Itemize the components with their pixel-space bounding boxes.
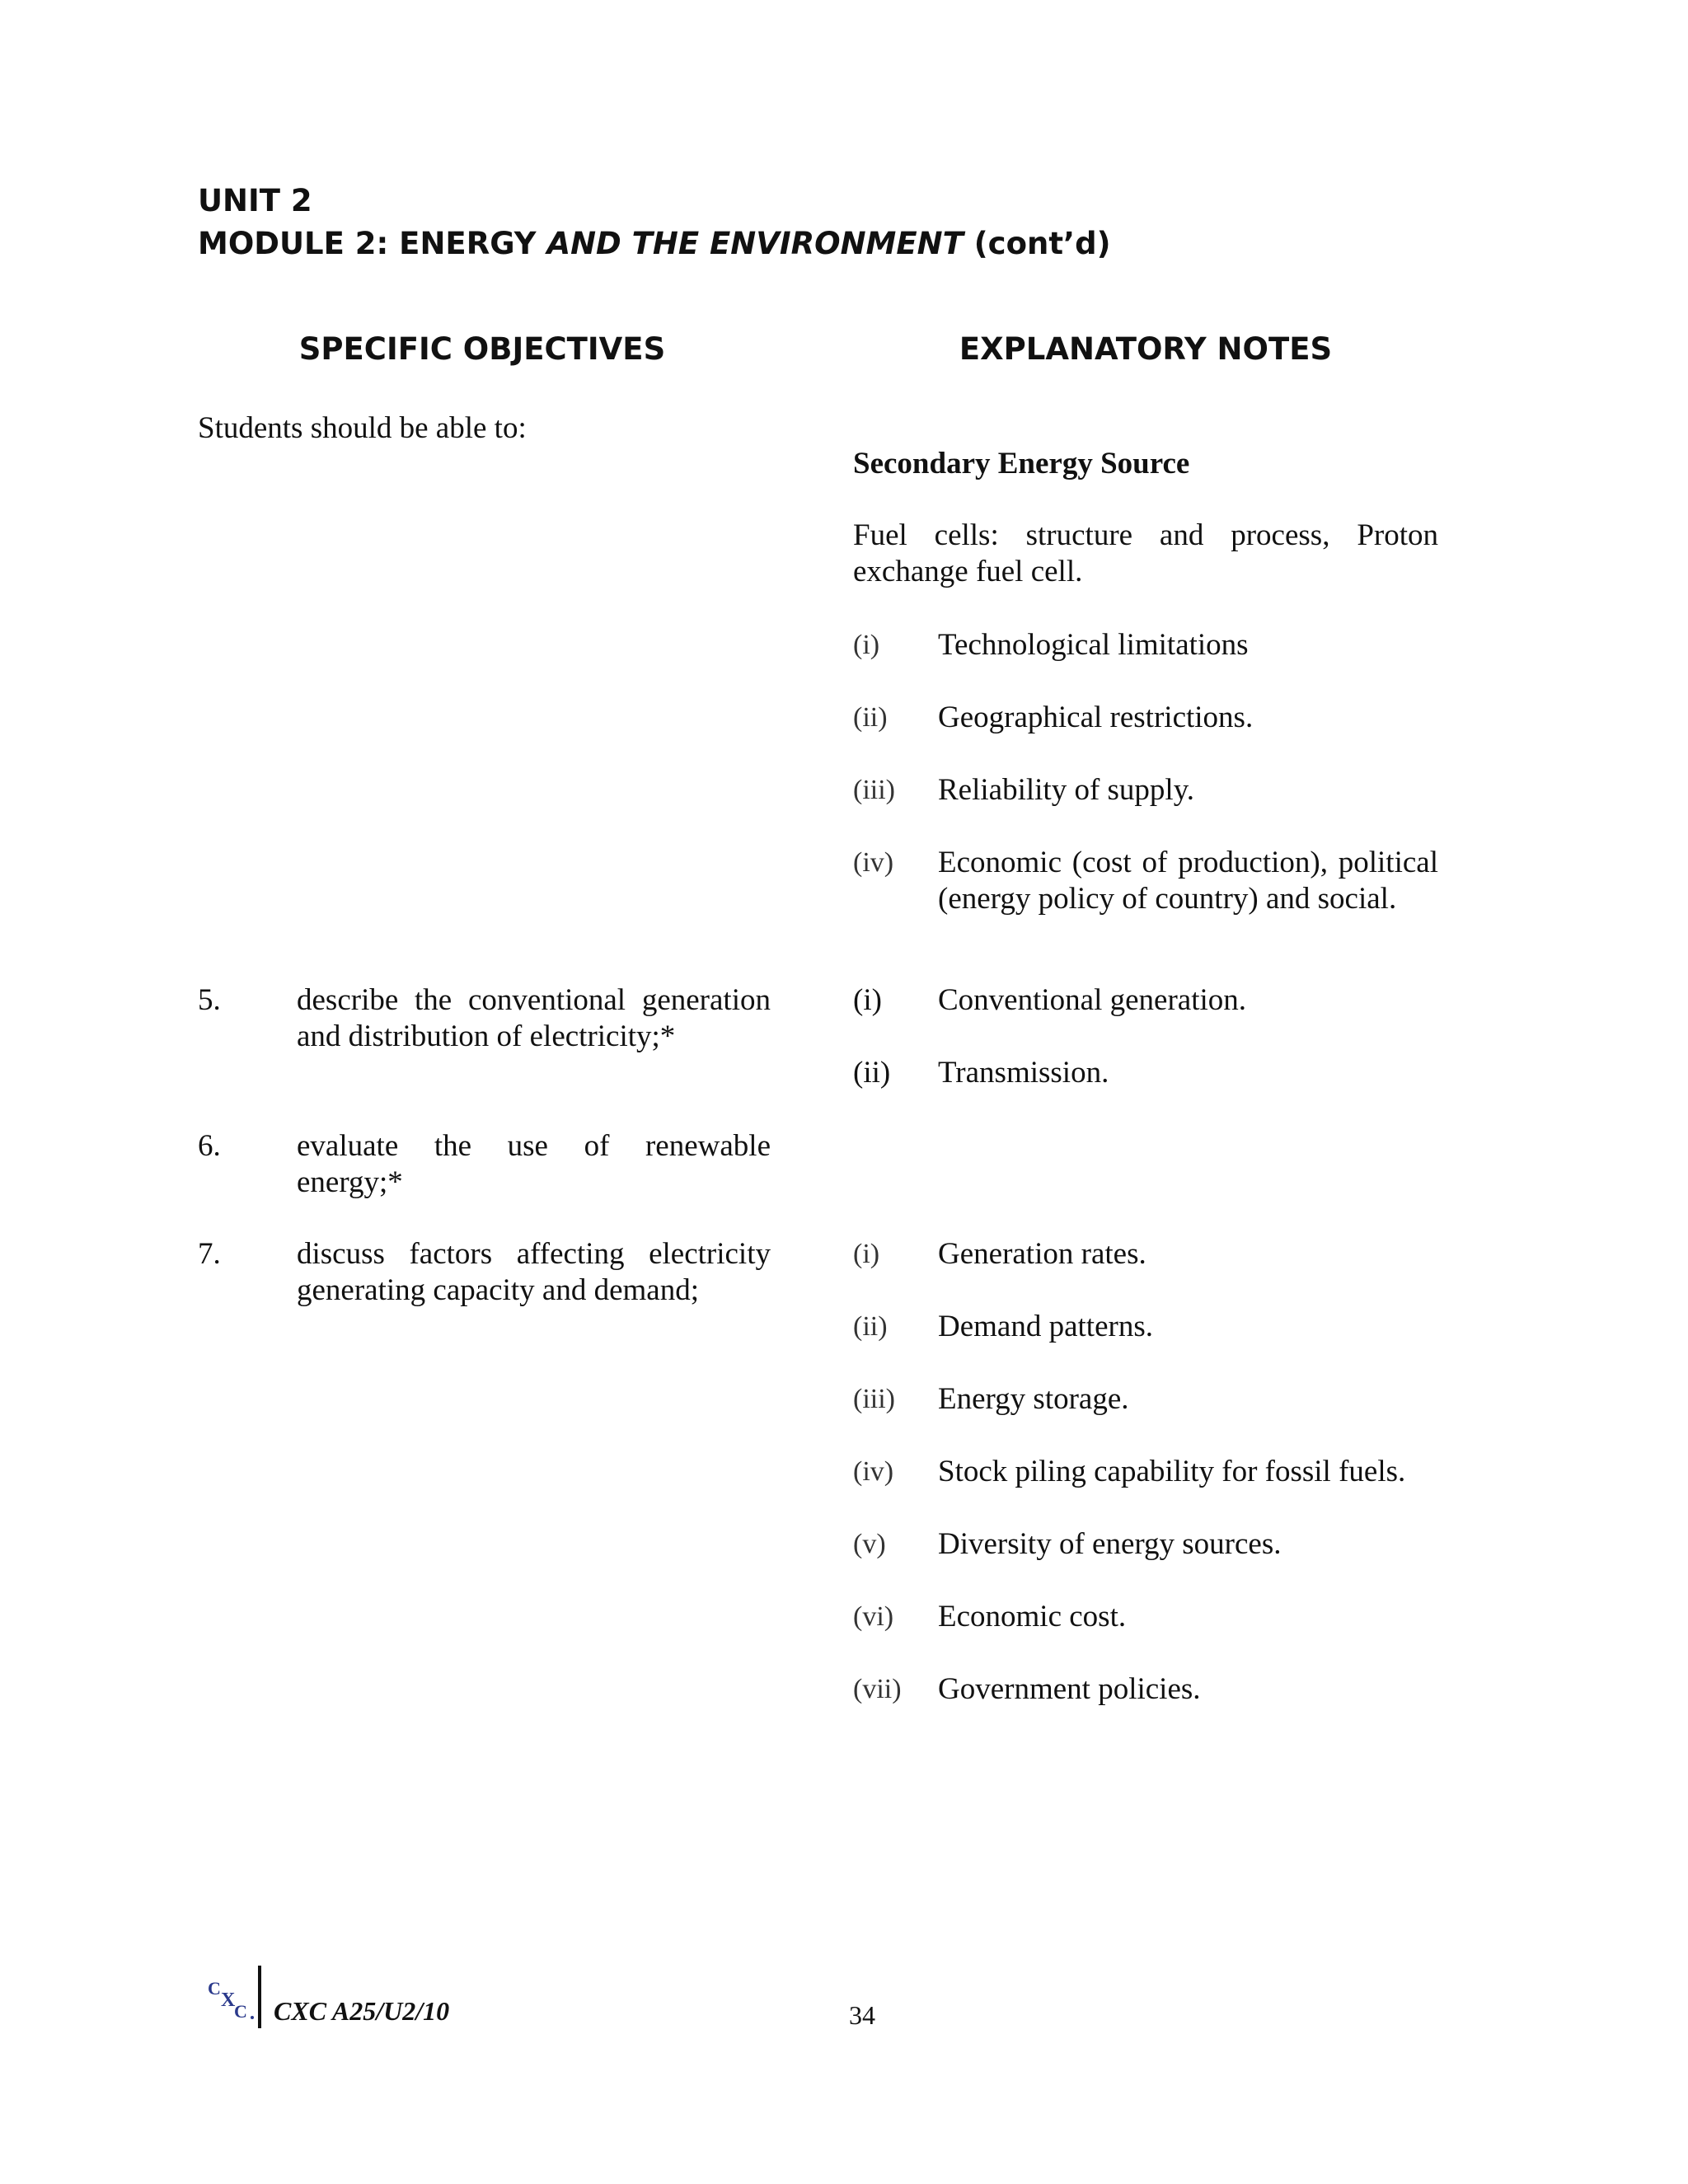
objective-item — [198, 1128, 771, 1201]
note-list-item — [853, 1055, 1438, 1091]
page-number: 34 — [849, 2000, 875, 2030]
note-list-item — [853, 1671, 1438, 1708]
note-list-item — [853, 1309, 1438, 1345]
roman-numeral: (ii) — [853, 1056, 891, 1090]
note-text: Economic (cost of production), political (energy policy of country) and social. — [938, 846, 1438, 916]
unit-title: UNIT 2 — [198, 183, 312, 218]
objective-text: describe the conventional generation and distribution of electricity;* — [297, 983, 771, 1053]
roman-numeral: (vi) — [853, 1601, 894, 1632]
roman-numeral: (i) — [853, 983, 882, 1017]
note-list-item — [853, 1381, 1438, 1418]
objective-item — [198, 982, 771, 1055]
section-title: Secondary Energy Source — [853, 447, 1190, 480]
note-text: Geographical restrictions. — [938, 701, 1254, 734]
note-text: Economic cost. — [938, 1600, 1127, 1633]
objective-text: evaluate the use of renewable energy;* — [297, 1129, 771, 1199]
note-text: Diversity of energy sources. — [938, 1527, 1282, 1561]
roman-numeral: (iii) — [853, 1384, 895, 1414]
svg-text:C: C — [234, 2001, 247, 2022]
note-list-item — [853, 700, 1438, 736]
note-list-item — [853, 1236, 1438, 1272]
roman-numeral: (i) — [853, 1239, 880, 1269]
cxc-logo-icon — [206, 1970, 264, 2027]
objective-number: 5. — [198, 983, 221, 1017]
roman-numeral: (iii) — [853, 775, 895, 805]
note-text: Transmission. — [938, 1056, 1109, 1090]
note-text: Technological limitations — [938, 628, 1249, 662]
intro-text: Students should be able to: — [198, 411, 527, 445]
specific-objectives-heading: SPECIFIC OBJECTIVES — [298, 331, 666, 367]
note-text: Demand patterns. — [938, 1310, 1153, 1343]
note-list-item — [853, 1526, 1438, 1563]
note-text: Generation rates. — [938, 1237, 1146, 1271]
objective-text: discuss factors affecting electricity generating capacity and demand; — [297, 1237, 771, 1307]
note-text: Conventional generation. — [938, 983, 1247, 1017]
footer-divider — [258, 1966, 261, 2028]
roman-numeral: (ii) — [853, 1311, 888, 1342]
note-list-item — [853, 1599, 1438, 1635]
note-list-item — [853, 845, 1438, 917]
note-list-item — [853, 982, 1438, 1019]
objective-number: 7. — [198, 1237, 221, 1271]
note-text: Energy storage. — [938, 1382, 1129, 1416]
objective-number: 6. — [198, 1129, 221, 1163]
note-text: Reliability of supply. — [938, 773, 1195, 807]
roman-numeral: (v) — [853, 1529, 886, 1559]
roman-numeral: (i) — [853, 630, 880, 660]
note-list-item — [853, 627, 1438, 663]
note-text: Government policies. — [938, 1672, 1201, 1706]
module-title: MODULE 2: ENERGY AND THE ENVIRONMENT (cont’d) — [198, 226, 1111, 261]
roman-numeral: (iv) — [853, 1456, 894, 1487]
roman-numeral: (vii) — [853, 1674, 902, 1704]
explanatory-notes-heading: EXPLANATORY NOTES — [959, 331, 1333, 367]
svg-text:C: C — [208, 1978, 221, 1999]
roman-numeral: (ii) — [853, 702, 888, 733]
roman-numeral: (iv) — [853, 847, 894, 878]
note-text: Stock piling capability for fossil fuels. — [938, 1455, 1406, 1488]
fuel-cells-note: Fuel cells: structure and process, Proton exchange fuel cell. — [853, 518, 1438, 588]
page-header — [198, 180, 1110, 265]
document-code: CXC A25/U2/10 — [274, 1996, 450, 2026]
note-list-item — [853, 1454, 1438, 1490]
note-list-item — [853, 772, 1438, 808]
objective-item — [198, 1236, 771, 1309]
svg-text:X: X — [221, 1990, 236, 2011]
